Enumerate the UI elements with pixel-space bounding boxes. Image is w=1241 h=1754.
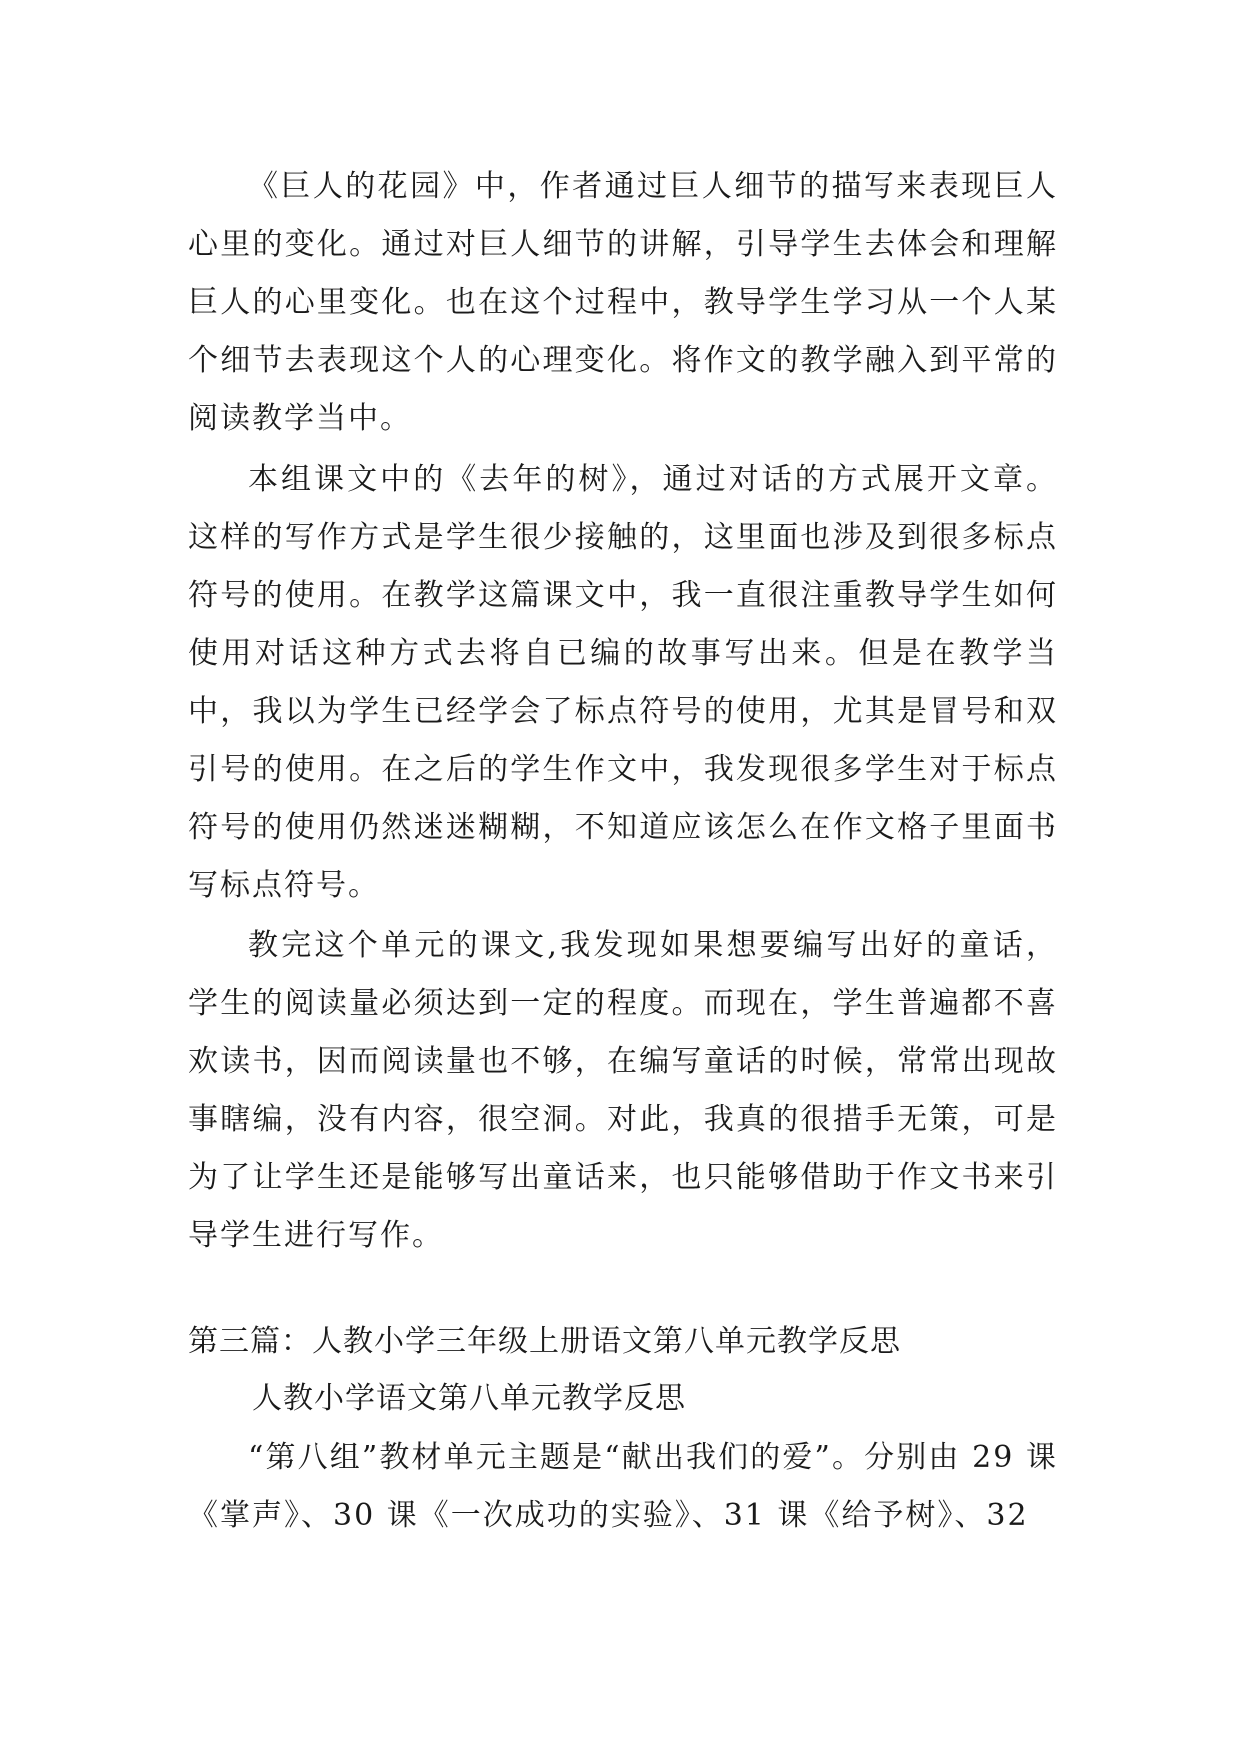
section-heading: 第三篇：人教小学三年级上册语文第八单元教学反思	[188, 1324, 901, 1359]
body-paragraph-2: 本组课文中的《去年的树》，通过对话的方式展开文章。这样的写作方式是学生很少接触的，这里面也涉及到很多标点符号的使用。在教学这篇课文中，我一直很注重教导学生如何使用对话这种方式去将自已编的故事写出来。但是在教学当中，我以为学生已经学会了标点符号的使用，尤其是冒号和双引号的使用。在之后的学生作文中，我发现很多学生对于标点符号的使用仍然迷迷糊糊，不知道应该怎么在作文格子里面书写标点符号。	[188, 462, 1058, 903]
body-paragraph-1: 《巨人的花园》中，作者通过巨人细节的描写来表现巨人心里的变化。通过对巨人细节的讲解，引导学生去体会和理解巨人的心里变化。也在这个过程中，教导学生学习从一个人某个细节去表现这个人的心理变化。将作文的教学融入到平常的阅读教学当中。	[188, 169, 1058, 436]
section-paragraph: “第八组”教材单元主题是“献出我们的爱”。分别由 29 课《掌声》、30 课《一次成功的实验》、31 课《给予树》、32	[188, 1440, 1058, 1533]
body-paragraph-3: 教完这个单元的课文,我发现如果想要编写出好的童话，学生的阅读量必须达到一定的程度。而现在，学生普遍都不喜欢读书，因而阅读量也不够，在编写童话的时候，常常出现故事瞎编，没有内容，很空洞。对此，我真的很措手无策，可是为了让学生还是能够写出童话来，也只能够借助于作文书来引导学生进行写作。	[188, 928, 1058, 1253]
section-subheading: 人教小学语文第八单元教学反思	[252, 1381, 686, 1416]
